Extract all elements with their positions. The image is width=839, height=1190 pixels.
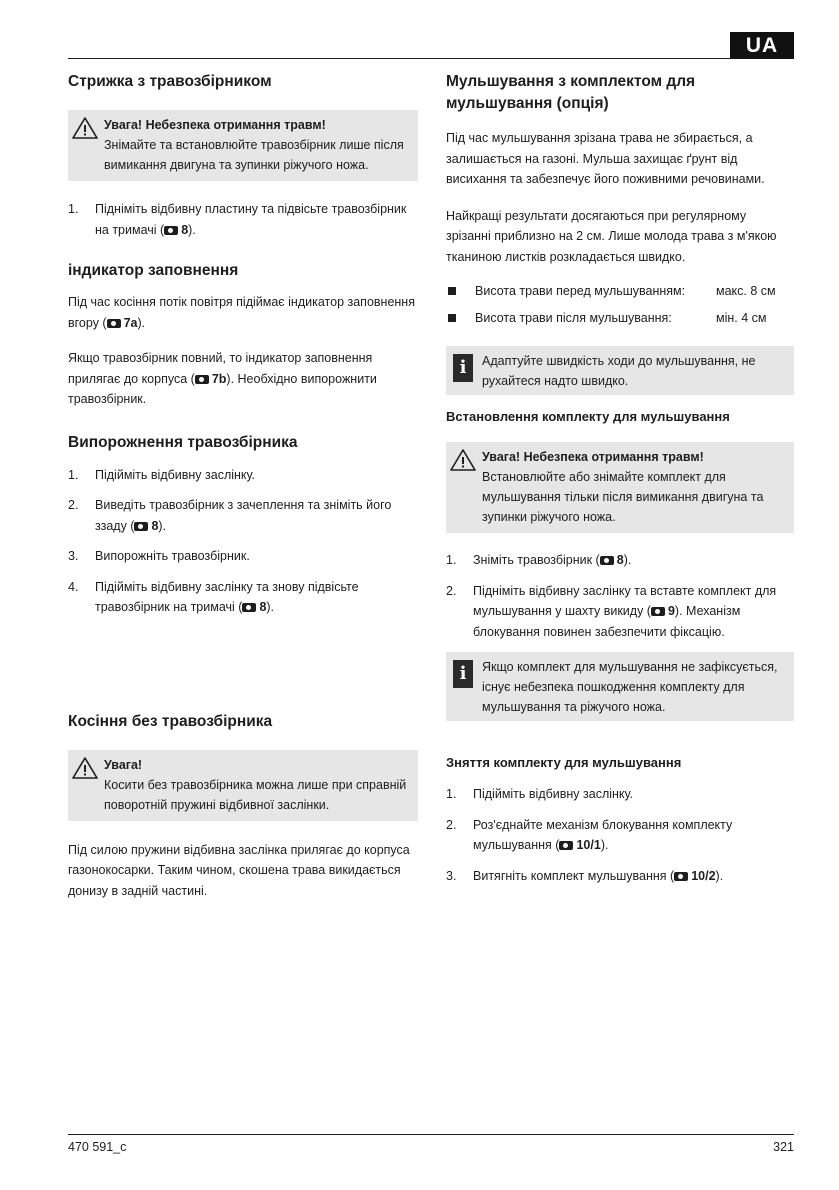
bullet-item <box>446 281 794 302</box>
step-number: 1. <box>68 467 79 482</box>
paragraph: Найкращі результати досягаються при регулярному зрізанні приблизно на 2 см. Лише молода трава з м'якою тканиною листків розкладається швидко. <box>446 208 777 264</box>
right-column <box>446 70 794 886</box>
info-text: Адаптуйте швидкість ходи до мульшування, не рухайтеся надто швидко. <box>482 354 756 388</box>
warning-box-caution <box>68 750 418 821</box>
step-text: Виведіть травозбірник з зачеплення та зніміть його ззаду ( 8). <box>95 498 392 533</box>
subsection-title-install: Встановлення комплекту для мульшування <box>446 409 730 424</box>
figure-ref: 8 <box>151 518 159 533</box>
camera-icon <box>242 603 256 612</box>
section-title-mulching: Мульшування з комплектом для мульшування (опція) <box>446 73 696 112</box>
step-number: 1. <box>446 553 457 567</box>
paragraph: Якщо травозбірник повний, то індикатор заповнення прилягає до корпуса ( 7b). Необхідно випорожнити травозбірник. <box>68 351 377 406</box>
steps-list <box>446 550 794 642</box>
warning-triangle-icon <box>450 448 476 472</box>
step-item <box>446 866 794 887</box>
warning-text: Встановлюйте або знімайте комплект для мульшування тільки після вимикання двигуна та зупинки ріжучого ножа. <box>482 470 764 524</box>
warning-text: Знімайте та встановлюйте травозбірник лише після вимикання двигуна та зупинки ріжучого ножа. <box>104 138 404 172</box>
camera-icon <box>674 872 688 881</box>
camera-icon <box>134 522 148 531</box>
step-item <box>68 495 418 536</box>
step-item <box>68 577 418 618</box>
warning-triangle-icon <box>72 756 98 780</box>
step-number: 3. <box>68 549 79 563</box>
step-item <box>446 581 794 643</box>
step-number: 2. <box>446 583 457 598</box>
figure-ref: 10/2 <box>691 868 716 883</box>
steps-list <box>68 465 418 618</box>
step-item <box>68 199 418 240</box>
info-box-locking <box>446 652 794 721</box>
camera-icon <box>107 319 121 328</box>
figure-ref: 8 <box>616 553 624 567</box>
step-text: Зніміть травозбірник ( 8). <box>473 553 632 567</box>
warning-title: Увага! Небезпека отримання травм! <box>482 450 704 464</box>
camera-icon <box>559 841 573 850</box>
step-text: Підійміть відбивну заслінку. <box>95 467 256 482</box>
warning-text: Косити без травозбірника можна лише при справній поворотній пружині відбивної заслінки. <box>104 777 407 812</box>
paragraph: Під силою пружини відбивна заслінка прилягає до корпуса газонокосарки. Таким чином, скошена трава викидається донизу в задній частині. <box>68 842 410 898</box>
bottom-rule <box>68 1134 794 1135</box>
step-text: Підійміть відбивну заслінку. <box>473 787 634 801</box>
bullet-square-icon <box>448 287 456 295</box>
step-item <box>446 784 794 805</box>
bullet-value: мін. 4 см <box>716 310 767 325</box>
figure-ref: 8 <box>181 222 189 237</box>
step-item <box>446 550 794 571</box>
camera-icon <box>651 607 665 616</box>
step-item <box>68 546 418 567</box>
warning-title: Увага! Небезпека отримання травм! <box>104 118 326 132</box>
warning-box-injury <box>446 442 794 533</box>
figure-ref: 8 <box>259 600 267 614</box>
warning-box-injury <box>68 110 418 181</box>
step-number: 1. <box>68 202 79 216</box>
steps-list <box>446 784 794 886</box>
bullet-value: макс. 8 см <box>716 284 776 298</box>
camera-icon <box>164 226 178 235</box>
step-item <box>446 815 794 856</box>
camera-icon <box>195 375 209 384</box>
paragraph: Під час мульшування зрізана трава не збирається, а залишається на газоні. Мульша захищає ґрунт від висихання та забезпечує його поживними речовинами. <box>446 131 765 186</box>
info-box-speed <box>446 346 794 395</box>
bullet-square-icon <box>448 314 456 322</box>
paragraph: Під час косіння потік повітря підіймає індикатор заповнення вгору ( 7a). <box>68 295 415 330</box>
bullet-item <box>446 308 794 329</box>
info-icon: i <box>453 354 473 382</box>
step-text: Підніміть відбивну заслінку та вставте комплект для мульшування у шахту викиду ( 9). Механізм блокування повинен забезпечити фіксацію. <box>473 583 777 639</box>
bullet-label: Висота трави перед мульшуванням: <box>475 284 686 298</box>
bullet-label: Висота трави після мульшування: <box>475 310 672 325</box>
warning-title: Увага! <box>104 757 143 772</box>
figure-ref: 9 <box>667 604 675 618</box>
camera-icon <box>600 556 614 565</box>
info-icon: i <box>453 660 473 688</box>
step-text: Роз'єднайте механізм блокування комплекту мульшування ( 10/1). <box>473 817 733 852</box>
left-column <box>68 70 418 901</box>
section-title-no-catcher: Косіння без травозбірника <box>68 712 273 730</box>
top-rule <box>68 58 794 59</box>
info-text: Якщо комплект для мульшування не зафіксується, існує небезпека пошкодження комплекту для мульшування та ріжучого ножа. <box>482 660 778 714</box>
step-text: Витягніть комплект мульшування ( 10/2). <box>473 868 724 883</box>
footer-doc-code: 470 591_c <box>68 1140 127 1154</box>
bullet-list <box>446 281 794 328</box>
step-text: Підніміть відбивну пластину та підвісьте травозбірник на тримачі ( 8). <box>95 202 407 237</box>
step-number: 2. <box>68 498 79 512</box>
subsection-title-remove: Зняття комплекту для мульшування <box>446 755 682 770</box>
step-item <box>68 465 418 486</box>
section-title-fill-indicator: індикатор заповнення <box>68 262 239 279</box>
step-number: 3. <box>446 868 457 883</box>
footer-page-number: 321 <box>773 1140 794 1154</box>
figure-ref: 7a <box>123 315 138 330</box>
step-text: Підійміть відбивну заслінку та знову підвісьте травозбірник на тримачі ( 8). <box>95 579 359 614</box>
step-number: 1. <box>446 787 457 801</box>
figure-ref: 7b <box>211 371 227 386</box>
section-title-emptying: Випорожнення травозбірника <box>68 433 298 451</box>
step-number: 2. <box>446 817 457 832</box>
warning-triangle-icon <box>72 116 98 140</box>
step-text: Випорожніть травозбірник. <box>95 549 250 563</box>
language-tab: UA <box>730 32 794 59</box>
section-title-grass-catcher: Стрижка з травозбірником <box>68 73 272 90</box>
step-number: 4. <box>68 579 79 594</box>
figure-ref: 10/1 <box>576 838 601 852</box>
